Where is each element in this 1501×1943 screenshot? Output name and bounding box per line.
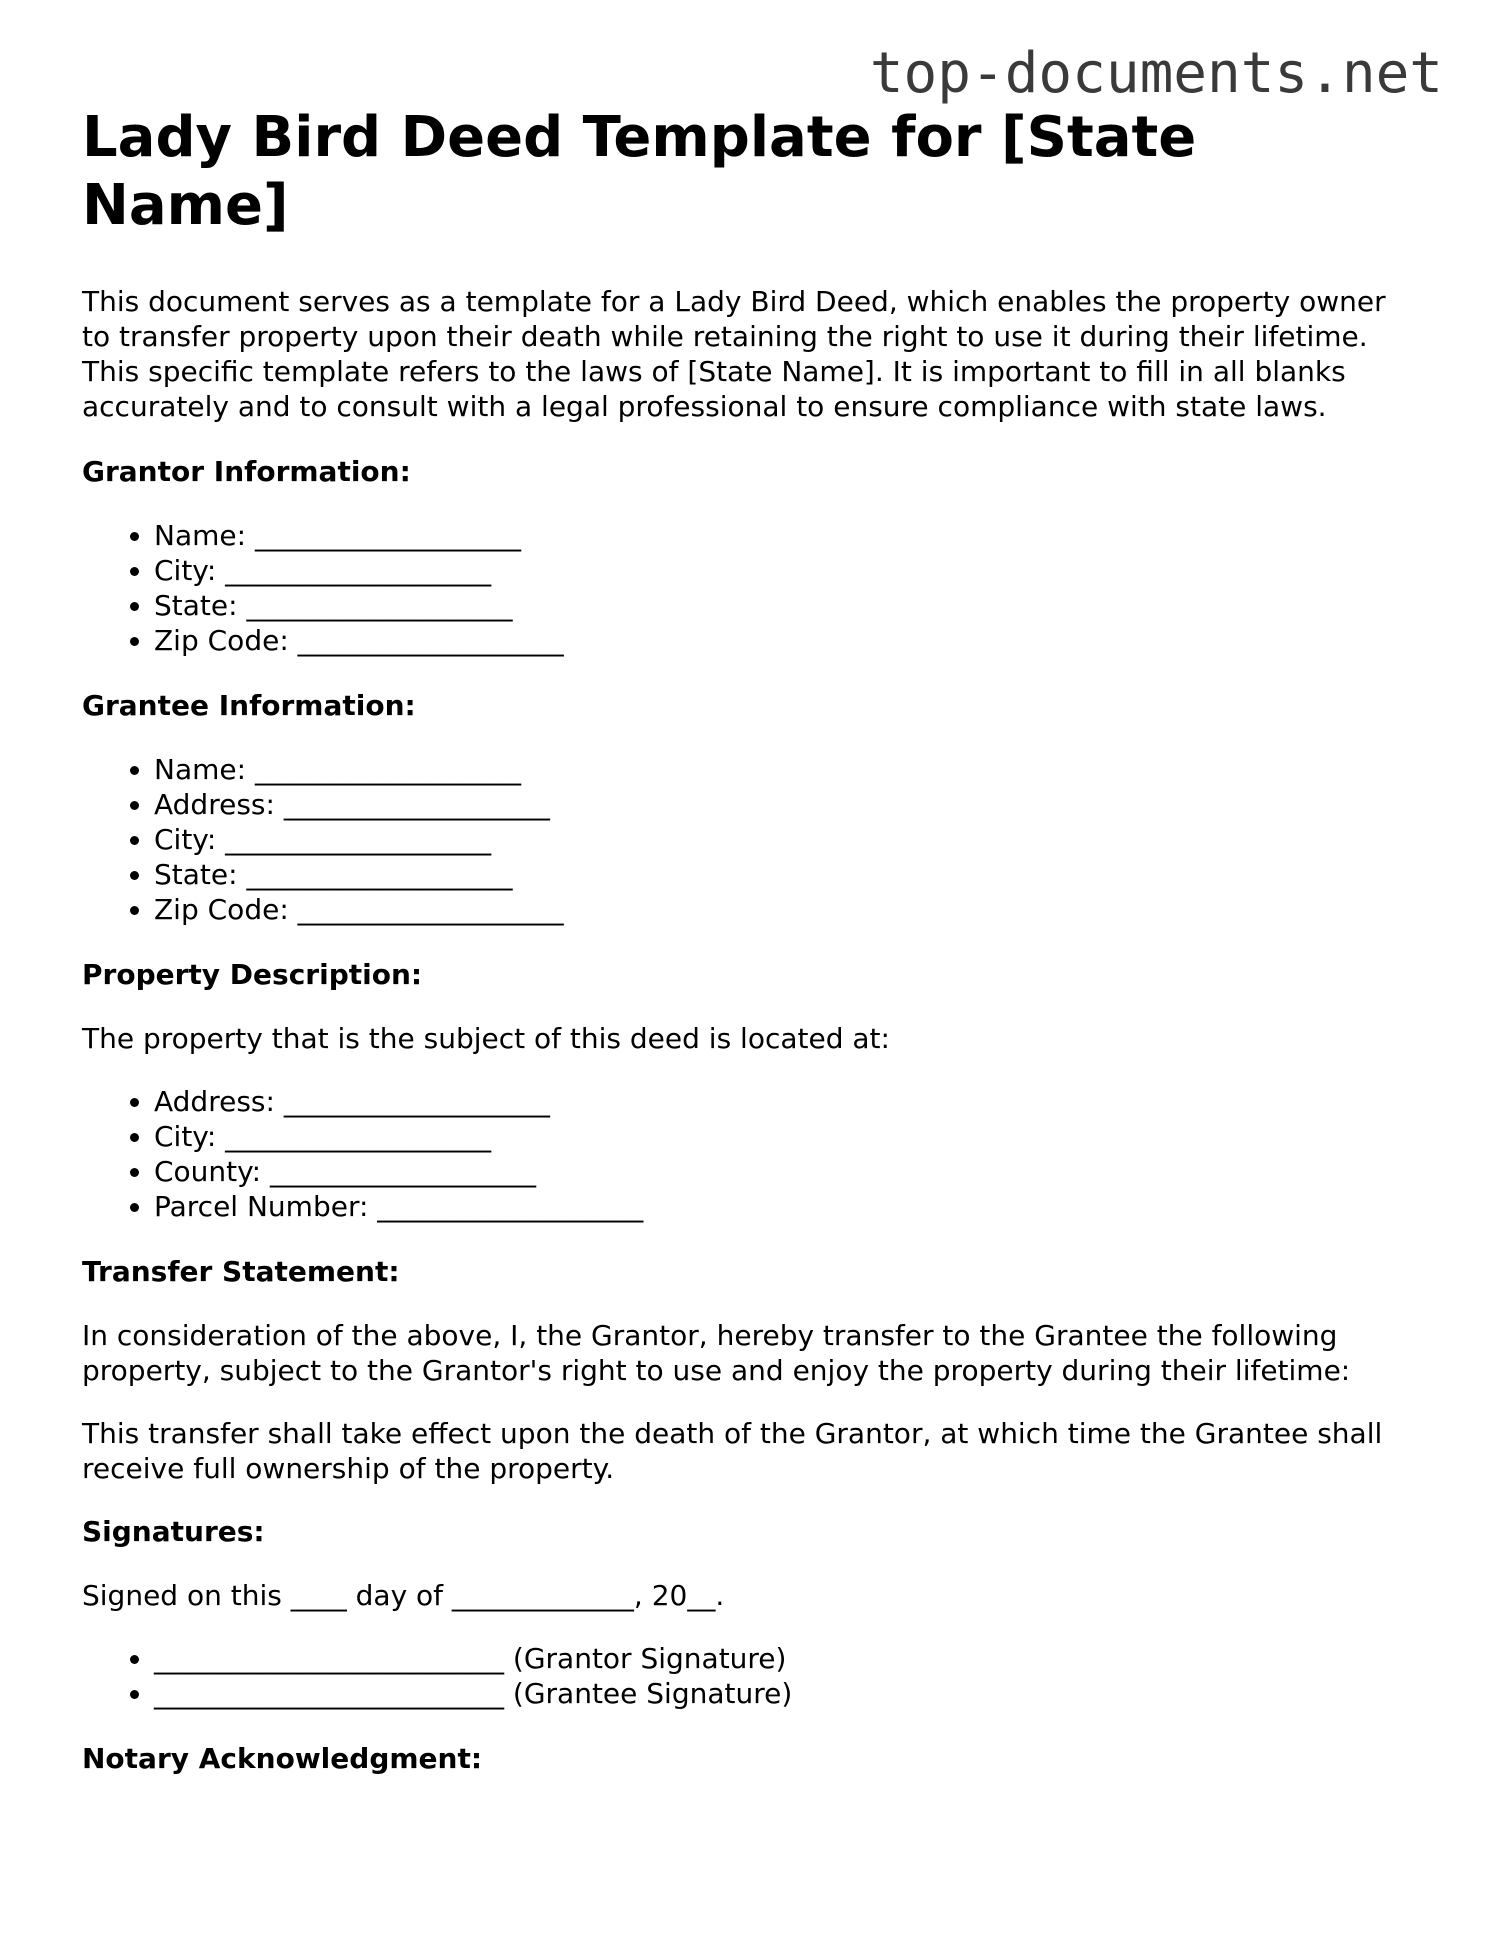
list-item: • City: ___________________ bbox=[154, 822, 1422, 857]
property-text: The property that is the subject of this deed is located at: bbox=[82, 1022, 890, 1055]
list-item: • Name: ___________________ bbox=[154, 518, 1422, 553]
list-item: • Zip Code: ___________________ bbox=[154, 892, 1422, 927]
list-item: • City: ___________________ bbox=[154, 1119, 1422, 1154]
list-item: • City: ___________________ bbox=[154, 553, 1422, 588]
grantor-heading: Grantor Information: bbox=[82, 455, 411, 488]
signature-list bbox=[82, 1641, 1422, 1711]
property-heading: Property Description: bbox=[82, 958, 423, 991]
transfer-paragraph-1: In consideration of the above, I, the Grantor, hereby transfer to the Grantee the following property, subject to the Grantor's right to use and enjoy the property during their lifetime: bbox=[82, 1319, 1351, 1387]
grantor-signature-line: • _________________________ (Grantor Signature) bbox=[154, 1641, 1422, 1676]
grantor-list bbox=[82, 518, 1422, 658]
intro-paragraph: This document serves as a template for a Lady Bird Deed, which enables the property owner to transfer property upon their death while retaining the right to use it during their lifetime. This specific template refers to the laws of [State Name]. It is important to fill in all blanks accurately and to consult with a legal professional to ensure compliance with state laws. bbox=[82, 285, 1386, 423]
grantee-heading: Grantee Information: bbox=[82, 689, 416, 722]
list-item: • Address: ___________________ bbox=[154, 1084, 1422, 1119]
list-item: • Zip Code: ___________________ bbox=[154, 623, 1422, 658]
watermark: top-documents.net bbox=[869, 41, 1443, 106]
list-item: • Address: ___________________ bbox=[154, 787, 1422, 822]
list-item: • State: ___________________ bbox=[154, 588, 1422, 623]
list-item: • Name: ___________________ bbox=[154, 752, 1422, 787]
transfer-paragraph-2: This transfer shall take effect upon the death of the Grantor, at which time the Grantee shall receive full ownership of the property. bbox=[82, 1417, 1383, 1485]
list-item: • County: ___________________ bbox=[154, 1154, 1422, 1189]
list-item: • State: ___________________ bbox=[154, 857, 1422, 892]
signed-on-text: Signed on this ____ day of _____________, 20__. bbox=[82, 1579, 725, 1612]
transfer-heading: Transfer Statement: bbox=[82, 1255, 400, 1288]
grantee-signature-line: • _________________________ (Grantee Signature) bbox=[154, 1676, 1422, 1711]
signatures-heading: Signatures: bbox=[82, 1515, 265, 1548]
property-list bbox=[82, 1084, 1422, 1224]
document-title: Lady Bird Deed Template for [State Name] bbox=[82, 105, 1197, 238]
notary-heading: Notary Acknowledgment: bbox=[82, 1742, 483, 1775]
document-page bbox=[82, 104, 1422, 1805]
list-item: • Parcel Number: ___________________ bbox=[154, 1189, 1422, 1224]
grantee-list bbox=[82, 752, 1422, 927]
